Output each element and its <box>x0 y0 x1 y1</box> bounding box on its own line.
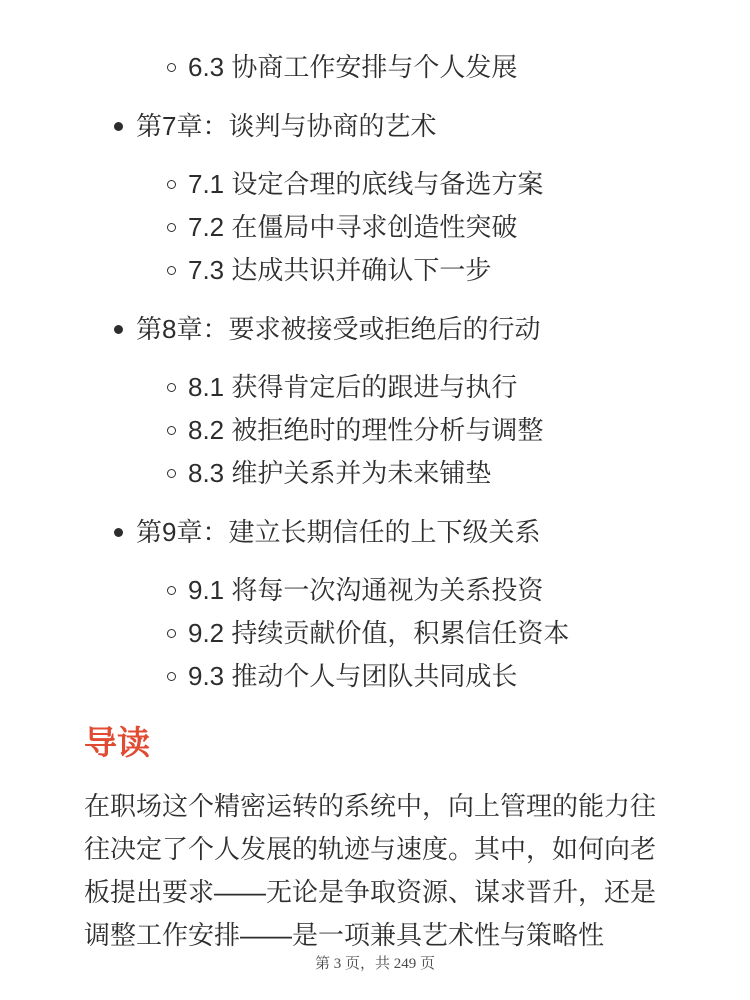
toc-subitem <box>136 163 666 206</box>
toc-section <box>84 511 666 698</box>
toc-sublist <box>84 569 666 698</box>
toc-subitem <box>136 366 666 409</box>
toc-chapter-line <box>84 105 666 148</box>
toc-chapter-line <box>84 308 666 351</box>
bullet-disc-icon <box>114 528 123 537</box>
bullet-circle-icon <box>167 426 176 435</box>
toc-subitem-label: 8.1 获得肯定后的跟进与执行 <box>188 372 518 402</box>
toc-subitem <box>136 409 666 452</box>
toc-subitem <box>136 46 666 89</box>
toc-subitem <box>136 206 666 249</box>
toc-subitem-label: 8.3 维护关系并为未来铺垫 <box>188 458 492 488</box>
toc-subitem-label: 7.1 设定合理的底线与备选方案 <box>188 169 544 199</box>
bullet-disc-icon <box>114 122 123 131</box>
toc-subitem <box>136 655 666 698</box>
toc-subitem-label: 7.2 在僵局中寻求创造性突破 <box>188 212 518 242</box>
toc-subitem-label: 9.2 持续贡献价值，积累信任资本 <box>188 618 570 648</box>
toc-chapter-label: 第8章：要求被接受或拒绝后的行动 <box>136 314 541 344</box>
toc-sublist <box>84 163 666 292</box>
toc-chapter-label: 第7章：谈判与协商的艺术 <box>136 111 437 141</box>
toc-subitem <box>136 569 666 612</box>
toc-subitem-label: 7.3 达成共识并确认下一步 <box>188 255 492 285</box>
toc-sublist <box>84 366 666 495</box>
bullet-circle-icon <box>167 586 176 595</box>
page-number-text: 第 3 页，共 249 页 <box>314 956 435 972</box>
intro-paragraph: 在职场这个精密运转的系统中，向上管理的能力往往决定了个人发展的轨迹与速度。其中，如何向老板提出要求——无论是争取资源、谋求晋升，还是调整工作安排——是一项兼具艺术性与策略性 <box>84 791 657 950</box>
toc-subitem-label: 6.3 协商工作安排与个人发展 <box>188 52 518 82</box>
table-of-contents <box>84 46 666 698</box>
toc-subitem-label: 9.3 推动个人与团队共同成长 <box>188 661 518 691</box>
toc-chapter-label: 第9章：建立长期信任的上下级关系 <box>136 517 541 547</box>
toc-subitem <box>136 249 666 292</box>
bullet-circle-icon <box>167 469 176 478</box>
bullet-circle-icon <box>167 383 176 392</box>
toc-chapter-line <box>84 511 666 554</box>
bullet-circle-icon <box>167 63 176 72</box>
page-footer <box>0 954 750 974</box>
bullet-disc-icon <box>114 325 123 334</box>
bullet-circle-icon <box>167 180 176 189</box>
bullet-circle-icon <box>167 672 176 681</box>
toc-section <box>84 105 666 292</box>
toc-subitem <box>136 612 666 655</box>
toc-section <box>84 46 666 89</box>
section-heading: 导读 <box>84 724 150 761</box>
bullet-circle-icon <box>167 266 176 275</box>
toc-subitem <box>136 452 666 495</box>
toc-sublist <box>84 46 666 89</box>
toc-section <box>84 308 666 495</box>
toc-subitem-label: 8.2 被拒绝时的理性分析与调整 <box>188 415 544 445</box>
bullet-circle-icon <box>167 629 176 638</box>
bullet-circle-icon <box>167 223 176 232</box>
toc-subitem-label: 9.1 将每一次沟通视为关系投资 <box>188 575 544 605</box>
